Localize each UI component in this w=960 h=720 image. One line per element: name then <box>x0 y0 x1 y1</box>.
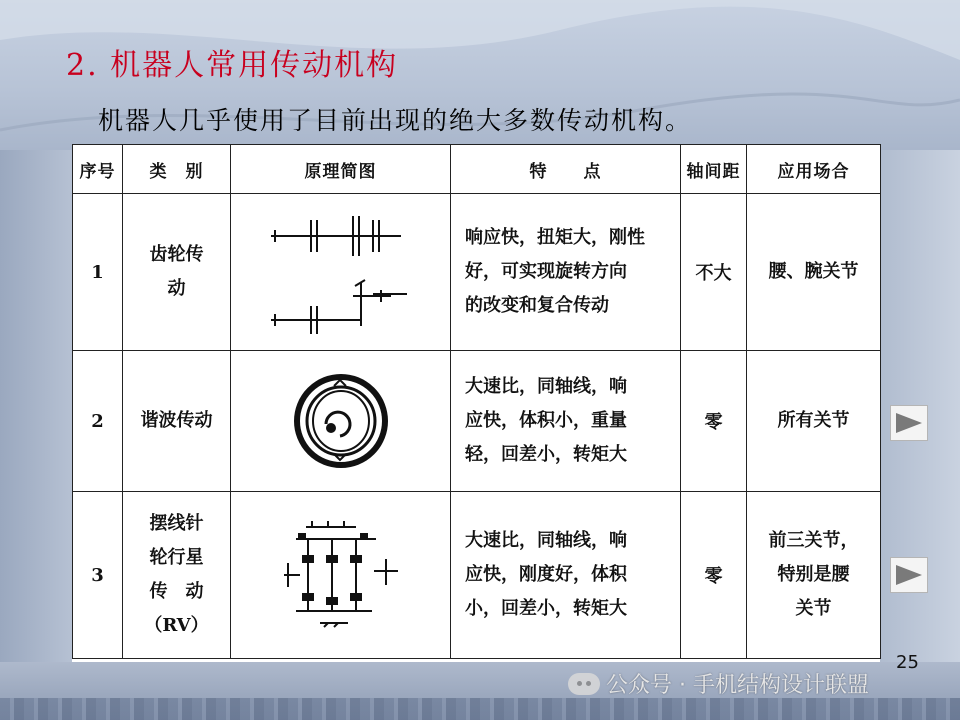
row-axis-distance: 零 <box>681 492 747 659</box>
header-category: 类 别 <box>123 145 231 194</box>
category-line: 轮行星 <box>149 547 204 568</box>
row-diagram <box>231 492 451 659</box>
feature-line: 的改变和复合传动 <box>465 295 609 316</box>
table-row <box>73 492 881 659</box>
watermark-text: 公众号 · 手机结构设计联盟 <box>606 673 869 698</box>
row-category <box>123 194 231 351</box>
row-diagram <box>231 351 451 492</box>
row-axis-distance: 不大 <box>681 194 747 351</box>
application-line: 腰、腕关节 <box>768 261 859 282</box>
application-line: 前三关节， <box>768 530 859 551</box>
background-left <box>0 150 72 720</box>
feature-line: 小，回差小，转矩大 <box>465 598 627 619</box>
category-line: 摆线针 <box>149 513 204 534</box>
table-row <box>73 351 881 492</box>
feature-line: 应快，体积小，重量 <box>465 410 627 431</box>
feature-line: 大速比，同轴线，响 <box>465 376 627 397</box>
feature-line: 好，可实现旋转方向 <box>465 261 627 282</box>
table-row <box>73 194 881 351</box>
slide-subtitle: 机器人几乎使用了目前出现的绝大多数传动机构。 <box>98 106 693 135</box>
application-line: 关节 <box>795 598 832 619</box>
row-index: 1 <box>73 194 123 351</box>
row-index: 2 <box>73 351 123 492</box>
transmission-table <box>72 144 880 662</box>
play-triangle-icon <box>896 565 922 585</box>
application-line: 特别是腰 <box>777 564 850 585</box>
feature-line: 轻，回差小，转矩大 <box>465 444 627 465</box>
harmonic-drive-diagram <box>286 366 396 476</box>
row-application <box>747 351 881 492</box>
category-line: 齿轮传 <box>149 244 204 265</box>
row-diagram <box>231 194 451 351</box>
next-slide-button-secondary[interactable] <box>890 557 928 593</box>
row-axis-distance: 零 <box>681 351 747 492</box>
header-features: 特 点 <box>451 145 681 194</box>
category-line: 谐波传动 <box>140 410 213 431</box>
play-triangle-icon <box>896 413 922 433</box>
rv-reducer-diagram <box>276 515 406 635</box>
application-line: 所有关节 <box>777 410 850 431</box>
row-category <box>123 351 231 492</box>
row-features <box>451 194 681 351</box>
next-slide-button[interactable] <box>890 405 928 441</box>
feature-line: 响应快，扭矩大，刚性 <box>465 227 645 248</box>
category-line: 传 动 <box>149 581 204 602</box>
background-ribbon <box>0 698 960 720</box>
feature-line: 大速比，同轴线，响 <box>465 530 627 551</box>
row-application <box>747 194 881 351</box>
gear-transmission-diagram <box>241 202 441 342</box>
row-features <box>451 492 681 659</box>
header-diagram: 原理简图 <box>231 145 451 194</box>
page-number: 25 <box>896 652 919 673</box>
header-axis-distance: 轴间距 <box>681 145 747 194</box>
category-line: （RV） <box>144 615 209 636</box>
category-line: 动 <box>167 278 186 299</box>
feature-line: 应快，刚度好，体积 <box>465 564 627 585</box>
row-features <box>451 351 681 492</box>
header-application: 应用场合 <box>747 145 881 194</box>
watermark <box>568 668 869 699</box>
row-index: 3 <box>73 492 123 659</box>
wechat-icon <box>568 673 600 695</box>
row-category <box>123 492 231 659</box>
row-application <box>747 492 881 659</box>
slide-title: 2. 机器人常用传动机构 <box>66 48 399 83</box>
header-index: 序号 <box>73 145 123 194</box>
table-header-row <box>73 145 881 194</box>
